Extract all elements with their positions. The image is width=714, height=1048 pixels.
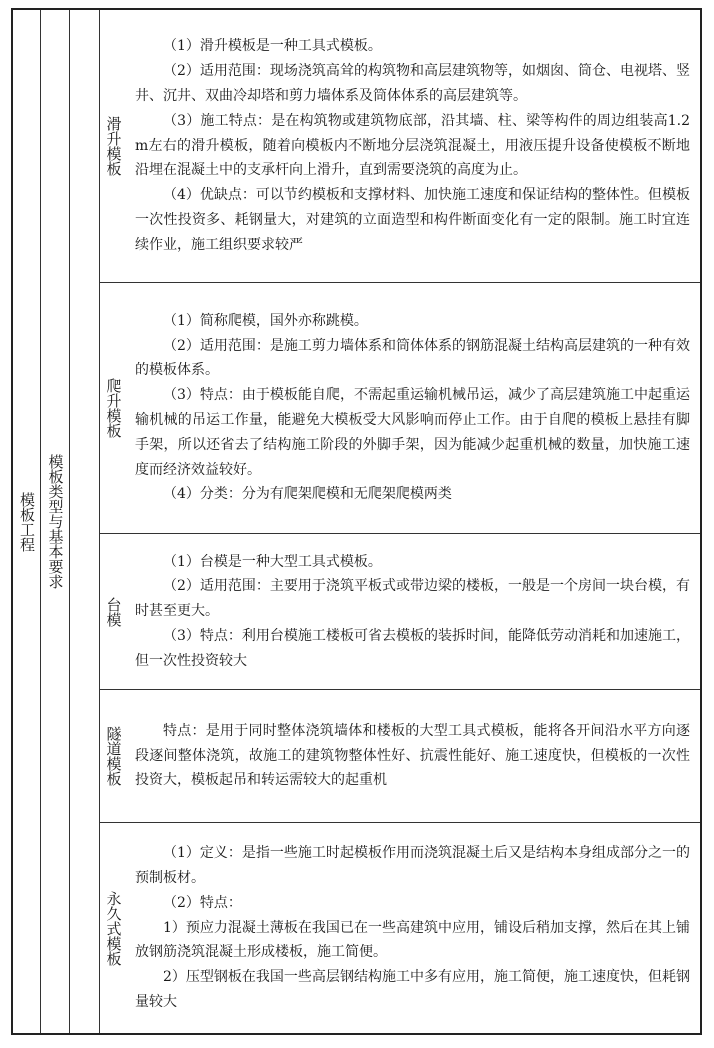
- paragraph: 1）预应力混凝土薄板在我国已在一些高建筑中应用，铺设后稍加支撑，然后在其上铺放钢筋浇筑混凝土形成楼板，施工简便。: [135, 919, 690, 961]
- category-label: [13, 10, 40, 1033]
- paragraph: 2）压型钢板在我国一些高层钢结构施工中多有应用，施工简便，施工速度快，但耗钢量较大: [135, 969, 690, 1010]
- paragraph: （3）施工特点：是在构筑物或建筑物底部，沿其墙、柱、梁等构件的周边组装高1.2m左右的滑升模板，随着向模板内不断地分层浇筑混凝土，用液压提升设备使模板不断地沿埋在混凝土中的支承杆向上滑升，直到需要浇筑的高度为止。: [135, 112, 690, 179]
- paragraph: （1）滑升模板是一种工具式模板。: [163, 38, 382, 55]
- row-label-cell: [99, 534, 127, 689]
- table-row-climbing-formwork: [99, 283, 700, 533]
- paragraph: （1）定义：是指一些施工时起模板作用而浇筑混凝土后又是结构本身组成部分之一的预制板材。: [135, 845, 690, 886]
- table-row-sliding-formwork: [99, 10, 700, 282]
- row-content: [135, 690, 690, 822]
- row-label: 爬升模板: [104, 378, 123, 438]
- row-label: 台模: [104, 596, 123, 627]
- subcategory-label-text: 模板类型与基本要求: [46, 454, 65, 589]
- column-divider-2: [69, 10, 70, 1033]
- paragraph: （2）适用范围：主要用于浇筑平板式或带边梁的楼板，一般是一个房间一块台模，有时甚至更大。: [135, 578, 690, 620]
- paragraph: （2）适用范围：是施工剪力墙体系和筒体体系的钢筋混凝土结构高层建筑的一种有效的模板体系。: [135, 337, 690, 379]
- paragraph: （4）优缺点：可以节约模板和支撑材料、加快施工速度和保证结构的整体性。但模板一次性投资多、耗钢量大，对建筑的立面造型和构件断面变化有一定的限制。施工时宜连续作业，施工组织要求较严: [135, 187, 690, 253]
- paragraph: （3）特点：利用台模施工楼板可省去模板的装拆时间，能降低劳动消耗和加速施工，但一次性投资较大: [135, 627, 690, 669]
- paragraph: （1）台模是一种大型工具式模板。: [163, 553, 382, 570]
- category-label-text: 模板工程: [18, 491, 36, 552]
- paragraph: （3）特点：由于模板能自爬，不需起重运输机械吊运，减少了高层建筑施工中起重运输机械的吊运工作量，能避免大模板受大风影响而停止工作。由于自爬的模板上悬挂有脚手架，所以还省去了结构施工阶段的外脚手架，因为能减少起重机械的数量，加快施工速度而经济效益较好。: [135, 387, 690, 478]
- formwork-table: [11, 8, 702, 1035]
- row-label-cell: [99, 823, 127, 1033]
- table-row-tunnel-formwork: [99, 690, 700, 822]
- row-content: [135, 823, 690, 1033]
- paragraph: （1）简称爬模，国外亦称跳模。: [163, 312, 368, 329]
- subcategory-label: [41, 10, 69, 1033]
- table-row-permanent-formwork: [99, 823, 700, 1033]
- paragraph: （2）特点：: [163, 894, 242, 911]
- row-content: [135, 283, 690, 533]
- paragraph: （4）分类：分为有爬架爬模和无爬架爬模两类: [163, 486, 452, 503]
- row-label-cell: [99, 690, 127, 822]
- row-label-cell: [99, 10, 127, 282]
- row-content: [135, 534, 690, 689]
- row-label: 滑升模板: [104, 116, 123, 176]
- paragraph: （2）适用范围：现场浇筑高耸的构筑物和高层建筑物等，如烟囱、筒仓、电视塔、竖井、沉井、双曲冷却塔和剪力墙体系及筒体体系的高层建筑等。: [135, 63, 690, 104]
- row-content: [135, 10, 690, 282]
- table-row-table-formwork: [99, 534, 700, 689]
- row-label-cell: [99, 283, 127, 533]
- row-label: 永久式模板: [104, 890, 123, 966]
- paragraph: 特点：是用于同时整体浇筑墙体和楼板的大型工具式模板，能将各开间沿水平方向逐段逐间整体浇筑，故施工的建筑物整体性好、抗震性能好、施工速度快，但模板的一次性投资大，模板起吊和转运需较大的起重机: [135, 722, 690, 789]
- row-label: 隧道模板: [104, 726, 123, 786]
